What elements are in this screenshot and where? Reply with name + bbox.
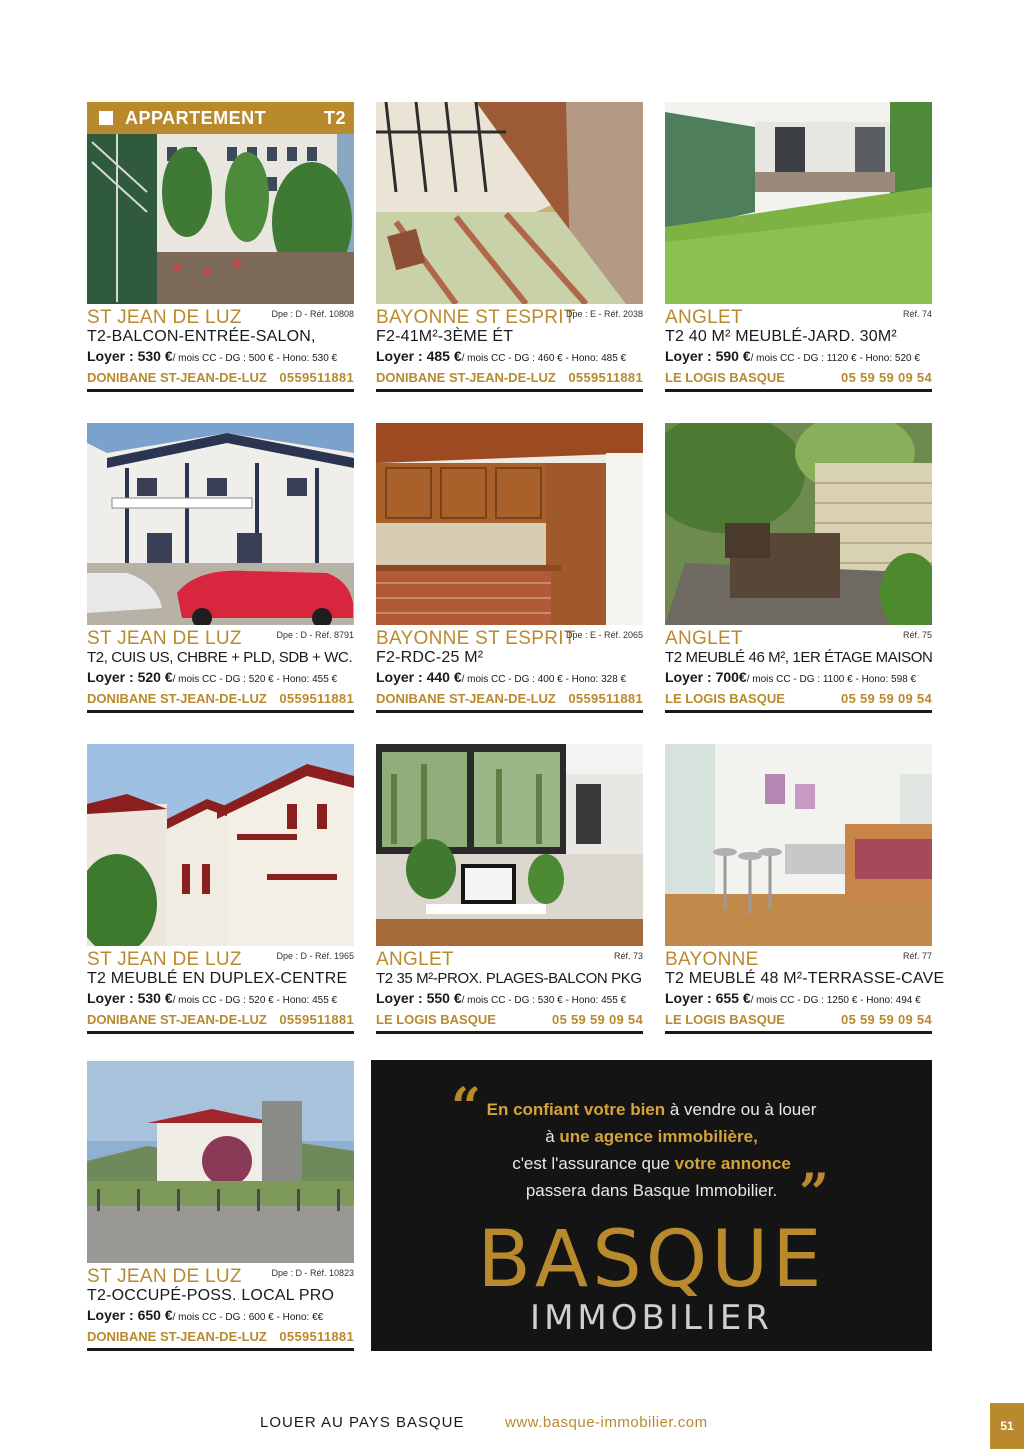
listing-title: T2, CUIS US, CHBRE + PLD, SDB + WC. — [87, 649, 353, 666]
listing-rent: Loyer : 590 € — [665, 348, 751, 364]
listing-card[interactable] — [87, 423, 354, 713]
listing-price-details: / mois CC - DG : 1250 € - Hono: 494 € — [750, 995, 921, 1006]
listing-city: BAYONNE — [665, 949, 759, 970]
listing-rent: Loyer : 530 € — [87, 990, 173, 1006]
divider — [376, 710, 643, 713]
divider — [665, 1031, 932, 1034]
brand-logo-bottom: IMMOBILIER — [530, 1298, 773, 1338]
listing-card[interactable] — [87, 102, 354, 392]
listing-card[interactable] — [665, 102, 932, 392]
divider — [376, 389, 643, 392]
listing-rent: Loyer : 550 € — [376, 990, 462, 1006]
promo-box — [371, 1060, 932, 1351]
listing-rent: Loyer : 650 € — [87, 1307, 173, 1323]
divider — [87, 1348, 354, 1351]
listing-price-details: / mois CC - DG : 460 € - Hono: 485 € — [461, 353, 627, 364]
listing-price-details: / mois CC - DG : 500 € - Hono: 530 € — [172, 353, 338, 364]
listing-price-details: / mois CC - DG : 400 € - Hono: 328 € — [461, 674, 627, 685]
listing-price-details: / mois CC - DG : 1120 € - Hono: 520 € — [750, 353, 920, 364]
divider — [665, 389, 932, 392]
listing-phone[interactable]: 05 59 59 09 54 — [841, 370, 932, 385]
listing-photo — [665, 744, 932, 946]
listing-card[interactable] — [665, 744, 945, 1034]
listing-card[interactable] — [376, 102, 643, 392]
promo-line2-highlight: une agence immobilière, — [559, 1127, 758, 1146]
listing-phone[interactable]: 05 59 59 09 54 — [552, 1012, 643, 1027]
listing-phone[interactable]: 0559511881 — [568, 370, 643, 385]
listing-ref: Dpe : D - Réf. 8791 — [276, 630, 354, 640]
listing-title: F2-41M²-3ÈME ÉT — [376, 328, 514, 345]
brand-logo-top: BASQUE — [477, 1215, 826, 1305]
listing-agency: DONIBANE ST-JEAN-DE-LUZ — [376, 370, 556, 385]
listing-card[interactable] — [376, 744, 643, 1034]
listing-phone[interactable]: 0559511881 — [279, 1012, 354, 1027]
promo-line3: c'est l'assurance que — [512, 1154, 675, 1173]
listing-city: ST JEAN DE LUZ — [87, 628, 242, 649]
listing-title: T2-OCCUPÉ-POSS. LOCAL PRO — [87, 1287, 335, 1304]
listing-city: ANGLET — [665, 628, 743, 649]
listing-price-details: / mois CC - DG : 520 € - Hono: 455 € — [172, 674, 338, 685]
listing-photo — [87, 744, 354, 946]
listing-phone[interactable]: 0559511881 — [279, 691, 354, 706]
listing-rent: Loyer : 440 € — [376, 669, 462, 685]
listing-agency: LE LOGIS BASQUE — [665, 1012, 785, 1027]
listing-card[interactable] — [87, 1061, 354, 1351]
listing-agency: LE LOGIS BASQUE — [665, 370, 785, 385]
divider — [87, 1031, 354, 1034]
listing-ref: Dpe : D - Réf. 10808 — [271, 309, 354, 319]
listing-agency: LE LOGIS BASQUE — [376, 1012, 496, 1027]
listing-photo — [87, 102, 354, 304]
listing-city: BAYONNE ST ESPRIT — [376, 307, 576, 328]
listing-title: T2 MEUBLÉ 46 M², 1ER ÉTAGE MAISON — [665, 649, 933, 666]
close-quote-icon: ” — [799, 1163, 829, 1224]
listing-price-details: / mois CC - DG : 520 € - Hono: 455 € — [172, 995, 338, 1006]
listing-agency: DONIBANE ST-JEAN-DE-LUZ — [87, 1329, 267, 1344]
listing-agency: DONIBANE ST-JEAN-DE-LUZ — [87, 370, 267, 385]
listing-price-details: / mois CC - DG : 530 € - Hono: 455 € — [461, 995, 627, 1006]
listing-price-details: / mois CC - DG : 1100 € - Hono: 598 € — [746, 674, 917, 685]
promo-text — [371, 1096, 932, 1204]
listing-agency: DONIBANE ST-JEAN-DE-LUZ — [87, 1012, 267, 1027]
divider — [665, 710, 932, 713]
promo-line2: à — [545, 1127, 560, 1146]
category-type: T2 — [323, 107, 346, 128]
listing-city: ANGLET — [665, 307, 743, 328]
listing-agency: DONIBANE ST-JEAN-DE-LUZ — [87, 691, 267, 706]
listing-card[interactable] — [665, 423, 932, 713]
listing-city: ANGLET — [376, 949, 454, 970]
square-icon — [99, 111, 113, 125]
divider — [87, 389, 354, 392]
listing-rent: Loyer : 655 € — [665, 990, 751, 1006]
listing-city: ST JEAN DE LUZ — [87, 949, 242, 970]
promo-line1: à vendre ou à louer — [665, 1100, 817, 1119]
listing-photo — [376, 423, 643, 625]
listing-phone[interactable]: 0559511881 — [279, 1329, 354, 1344]
listing-ref: Réf. 74 — [902, 309, 932, 319]
listing-photo — [376, 102, 643, 304]
listing-title: T2 MEUBLÉ EN DUPLEX-CENTRE — [87, 970, 348, 987]
category-banner — [87, 102, 354, 134]
listing-ref: Dpe : D - Réf. 1965 — [276, 951, 354, 961]
listing-ref: Dpe : E - Réf. 2038 — [565, 309, 643, 319]
page-footer — [0, 1412, 1024, 1434]
listing-agency: DONIBANE ST-JEAN-DE-LUZ — [376, 691, 556, 706]
listing-phone[interactable]: 0559511881 — [568, 691, 643, 706]
listing-city: ST JEAN DE LUZ — [87, 1266, 242, 1287]
listing-ref: Réf. 73 — [613, 951, 643, 961]
listing-phone[interactable]: 0559511881 — [279, 370, 354, 385]
footer-section: LOUER AU PAYS BASQUE — [260, 1414, 465, 1431]
listing-agency: LE LOGIS BASQUE — [665, 691, 785, 706]
listing-ref: Dpe : D - Réf. 10823 — [271, 1268, 354, 1278]
listing-card[interactable] — [376, 423, 643, 713]
category-label: APPARTEMENT — [125, 107, 267, 128]
listing-title: T2-BALCON-ENTRÉE-SALON, — [87, 328, 316, 345]
promo-line1-highlight: En confiant votre bien — [486, 1100, 666, 1119]
divider — [87, 710, 354, 713]
open-quote-icon: “ — [451, 1077, 481, 1138]
listing-rent: Loyer : 520 € — [87, 669, 173, 685]
divider — [376, 1031, 643, 1034]
listing-photo — [87, 423, 354, 625]
listing-title: T2 40 M² MEUBLÉ-JARD. 30M² — [665, 328, 897, 345]
listing-phone[interactable]: 05 59 59 09 54 — [841, 1012, 932, 1027]
listing-ref: Dpe : E - Réf. 2065 — [565, 630, 643, 640]
listing-city: ST JEAN DE LUZ — [87, 307, 242, 328]
listing-photo — [665, 102, 932, 304]
listing-rent: Loyer : 700€ — [665, 669, 747, 685]
listing-city: BAYONNE ST ESPRIT — [376, 628, 576, 649]
listing-photo — [376, 744, 643, 946]
footer-url[interactable]: www.basque-immobilier.com — [505, 1414, 708, 1431]
listing-photo — [87, 1061, 354, 1263]
listing-photo — [665, 423, 932, 625]
listing-rent: Loyer : 530 € — [87, 348, 173, 364]
listing-price-details: / mois CC - DG : 600 € - Hono: €€ — [172, 1312, 324, 1323]
listing-title: T2 MEUBLÉ 48 M²-TERRASSE-CAVE — [665, 970, 945, 987]
listing-ref: Réf. 75 — [902, 630, 932, 640]
page-number: 51 — [990, 1403, 1024, 1449]
listing-ref: Réf. 77 — [902, 951, 932, 961]
listing-card[interactable] — [87, 744, 354, 1034]
listing-title: F2-RDC-25 M² — [376, 649, 484, 666]
listing-rent: Loyer : 485 € — [376, 348, 462, 364]
listing-phone[interactable]: 05 59 59 09 54 — [841, 691, 932, 706]
promo-line3-highlight: votre annonce — [674, 1154, 791, 1173]
promo-line4: passera dans Basque Immobilier. — [525, 1181, 778, 1200]
listing-title: T2 35 M²-PROX. PLAGES-BALCON PKG — [376, 970, 642, 987]
